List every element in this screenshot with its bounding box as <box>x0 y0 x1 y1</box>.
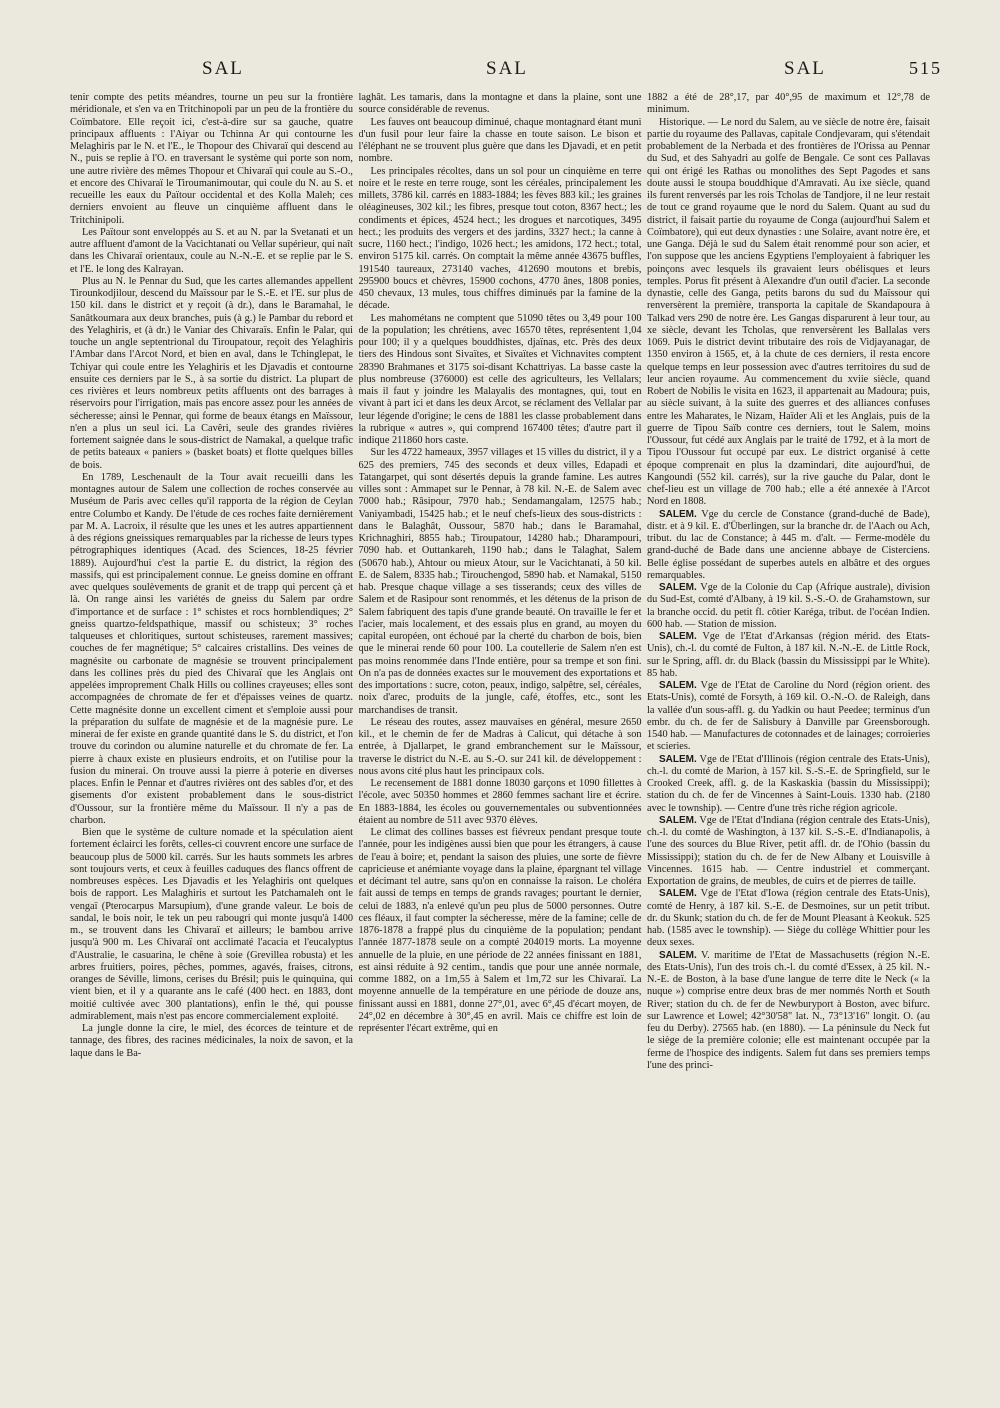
paragraph: laghât. Les tamaris, dans la montagne et dans la plaine, sont une source considérable de revenus. <box>358 92 642 116</box>
paragraph: Les principales récoltes, dans un sol pour un cinquième en terre noire et le reste en terre rouge, sont les céréales, principalement les millets, 3786 kil. carrés en 1883-1884; les fèves 883 kil.; les graines oléagineuses, 302 kil.; les fibres, presque tout coton, 8367 hect.; les condiments et épices, 4524 hect.; les drogues et narcotiques, 3495 hect.; les produits des vergers et des jardins, 3327 hect.; la canne à sucre, 1160 hect.; l'indigo, 1026 hect.; les amidons, 172 hect.; total, environ 5175 kil. carrés. On comptait la même année 43675 buffles, 191540 taureaux, 273140 vaches, 412690 moutons et brebis, 295900 boucs et chèvres, 15900 cochons, 4770 ânes, 1808 ponies, 450 chevaux, 13 mules, tous chiffres diminués par la famine de la décade. <box>358 165 642 312</box>
paragraph: Le réseau des routes, assez mauvaises en général, mesure 2650 kil., et le chemin de fer de Madras à Calicut, qui détache à son entrée, à Djallarpet, le grand embranchement sur le Maïssour, traverse le district du N.-E. au S.-O. sur 241 kil. de développement : nous avons cité plus haut les principaux cols. <box>358 716 642 777</box>
entry-headword: SALEM. <box>659 680 697 691</box>
column-left <box>70 92 353 1382</box>
paragraph: SALEM. Vge de l'Etat d'Illinois (région centrale des Etats-Unis), ch.-l. du comté de Marion, à 157 kil. S.-S.-E. de Springfield, sur le Crooked Creek, affl. g. de la Kaskaskia (bassin du Mississippi); station du ch. de fer de Vincennes à Saint-Louis. 1330 hab. (2180 avec le township). — Centre d'une très riche région agricole. <box>647 753 930 814</box>
entry-headword: SALEM. <box>659 753 697 765</box>
paragraph: La jungle donne la cire, le miel, des écorces de teinture et de tannage, des fibres, des racines médicinales, la noix de savon, et la laque dans le Ba- <box>70 1023 353 1059</box>
entry-headword: SALEM. <box>659 814 697 826</box>
paragraph: 1882 a été de 28°,17, par 40°,95 de maximum et 12°,78 de minimum. <box>647 92 930 116</box>
header-middle-keyword: SAL <box>486 58 528 79</box>
entry-headword: SALEM. <box>659 949 697 961</box>
paragraph: Le climat des collines basses est fiévreux pendant presque toute l'année, pour les indigènes aussi bien que pour les étrangers, à cause de l'eau à boire; et, pendant la saison des pluies, une sorte de fièvre capricieuse et anémiante voyage dans la plaine, épargnant tel village et décimant tel autre, sans qu'on en connaisse la raison. Le choléra fait aussi de temps en temps de grands ravages; pourtant le dernier, celui de 1883, n'a enlevé qu'un peu plus de 5000 personnes. Outre ces fléaux, il faut compter la sécheresse, mère de la famine; celle de 1876-1878 a frappé plus du cinquième de la population; pendant l'année 1877-1878 seule on a compté 204019 morts. La moyenne annuelle de la pluie, en une période de 22 années finissant en 1881, est ainsi réduite à 92 centim., tandis que pour une année normale, comme 1882, on a 1m,55 à Salem et 1m,72 sur les Chivaraï. La moyenne annuelle de la température en une période de douze ans, finissant aussi en 1881, donne 27°,01, avec 6°,45 d'écart moyen, de 24°,02 en décembre à 30°,45 en avril. Mais ce chiffre est loin de représenter l'écart extrême, qui en <box>358 827 642 1034</box>
paragraph: SALEM. Vge de l'Etat de Caroline du Nord (région orient. des Etats-Unis), comté de Forsyth, à 169 kil. O.-N.-O. de Raleigh, dans la vallée d'un sous-affl. g. du Yadkin ou haut Peedee; terminus d'un embr. du ch. de fer de Salisbury à Danville par Greensborough. 1540 hab. — Manufactures de cotonnades et de lainages; corroieries et scieries. <box>647 680 930 753</box>
paragraph: En 1789, Leschenault de la Tour avait recueilli dans les montagnes autour de Salem une collection de roches conservée au Muséum de Paris avec celles qu'il rapporta de la région de Ceylan entre Columbo et Kandy. De l'étude de ces roches faite dernièrement par M. A. Lacroix, il résulte que les unes et les autres appartiennent à des régions gneissiques remarquables par la richesse de leurs types pétrographiques identiques (Acad. des Sciences, 18-25 février 1889). Aujourd'hui c'est la partie E. du district, la région des massifs, qui est principalement connue. Le gneiss domine en offrant avec quelques soulèvements de granit et de trapp qui percent çà et là. On range ainsi les variétés de gneiss du Salem par ordre d'importance et de surface : 1° schistes et rocs hornblendiques; 2° gneiss quartzo-feldspathique, massif ou schisteux; 3° roches talqueuses et chloritiques, surtout schisteuses, rarement massives; couches de fer magnétique; 5° calcaires cristallins. Des veines de magnésite ou carbonate de magnésie se trouvent principalement dans les collines près du pied des Chivaraï que les Anglais ont appelées improprement Chalk Hills ou collines crayeuses; elles sont accompagnées de chromate de fer et d'épaisses veines de quartz. Cette magnésite donne un excellent ciment et s'emploie aussi pour la préparation du sulfate de magnésie et de la magnésie pure. Le minerai de fer existe en grande quantité dans le S. du district, et l'on trouve du corindon ou alumine naturelle et du chromate de fer. La pierre à chaux existe en plusieurs endroits, et on l'utilise pour la fusion du minerai. On trouve aussi la pierre à poterie en diverses places. Enfin le Pennar et d'autres rivières ont des sables d'or, et des gisements d'or existent probablement dans le sous-district d'Oussour, sur la frontière même du Maïssour. Il n'y a pas de charbon. <box>70 471 353 826</box>
entry-headword: SALEM. <box>659 888 697 900</box>
column-middle <box>359 92 642 1382</box>
header-left-keyword: SAL <box>202 58 244 79</box>
entry-headword: SALEM. <box>659 631 697 642</box>
paragraph: Bien que le système de culture nomade et la spéculation aient fortement éclairci les forêts, celles-ci couvrent encore une surface de beaucoup plus de 5000 kil. carrés. Sur les hauts sommets les arbres sont toujours verts, et ceux à feuilles caduques des flancs offrent de nombreuses espèces. Les Djavadis et les Yelaghiris ont quelques bois de rapport. Les Malaghiris et surtout les Patchamaleh ont le vengaï (Pterocarpus Marsupium), d'une grande valeur. Le bois de sandal, le bois noir, le tek un peu rabougri qui monte jusqu'à 1400 m., se trouvent dans les Chivaraï et ailleurs; le bambou arrive jusqu'à 900 m. Les Chivaraï ont acclimaté l'acacia et l'eucalyptus d'Australie, le casuarina, le chêne à soie (Grevillea robusta) et les arbres fruitiers, poires, pêches, pommes, agavés, fraises, citrons, oranges de Séville, limons, cerises du Brésil; puis le quinquina, qui vient bien, et il y a quarante ans le café (400 hect. en 1883, dont moitié cultivée avec 300 plantations), enfin le thé, qui pousse admirablement, mais n'est pas encore commercialement exploité. <box>70 827 353 1022</box>
paragraph: SALEM. Vge de l'Etat d'Indiana (région centrale des Etats-Unis), ch.-l. du comté de Washington, à 137 kil. S.-S.-E. d'Indianapolis, à l'une des sources du Blue River, petit affl. dr. de l'Ohio (bassin du Mississippi); station du ch. de fer de New Albany et Louisville à Vincennes. 1615 hab. — Centre industriel et commerçant. Exportation de grains, de meubles, de cuirs et de pierres de taille. <box>647 814 930 887</box>
paragraph: Plus au N. le Pennar du Sud, que les cartes allemandes appellent Tirounkodjilour, descend du Maïssour par le S.-E. et l'E. sur plus de 150 kil. dans le district et y reçoit (à dr.), dans le Baramahal, le Sanâtkoumara aux deux branches, puis (à g.) le Pambar du rebord et des Yelaghiris, et (à dr.) le Vaniar des Chivaraïs. Enfin le Palar, qui touche un angle septentrional du Tiroupatour, reçoit des Yelaghiris l'Ambar dans l'Arcot Nord, et bien en aval, dans le Tchinglepat, le Tchiyar qui coule entre les Yelaghiris et les Djavadis et contourne ensuite ces derniers par le S., à sa sortie du district. La plupart de ces rivières et leurs nombreux petits affluents ont des barrages à réservoirs pour l'irrigation, mais pas encore assez pour les années de sécheresse; ainsi le Pennar, qui forme de beaux étangs en Maïssour, n'en a plus un seul ici. La Cavêri, seule des grandes rivières fortement saignée dans le sous-district de Namakal, a quelque trafic de petits bateaux « paniers » (basket boats) et flotte quelques billes de bois. <box>70 275 353 471</box>
page-number: 515 <box>909 58 942 78</box>
paragraph: SALEM. V. maritime de l'Etat de Massachusetts (région N.-E. des Etats-Unis), l'un des trois ch.-l. du comté d'Essex, à 25 kil. N.-N.-E. de Boston, à la base d'une langue de terre dite le Neck (« la nuque ») comprise entre deux bras de mer nommés North et South River; station du ch. de fer de Newburyport à Boston, avec bifurc. sur Lawrence et Lowel; 42°30'58" lat. N., 73°13'16" longit. O. (au feu du Derby). 27565 hab. (en 1880). — La péninsule du Neck fut le siège de la première colonie; elle est maintenant occupée par la ferme de l'hospice des indigents. Salem fut dans ses premiers temps l'une des princi- <box>647 949 930 1071</box>
paragraph: Le recensement de 1881 donne 18030 garçons et 1090 fillettes à l'école, avec 50350 hommes et 2860 femmes sachant lire et écrire. En 1883-1884, les écoles ou gouvernementales ou subventionnées étaient au nombre de 511 avec 9370 élèves. <box>358 778 642 826</box>
paragraph: Les mahométans ne comptent que 51090 têtes ou 3,49 pour 100 de la population; les chrétiens, avec 16570 têtes, représentent 1,04 pour 100; il y a quelques bouddhistes, djaïnas, etc. Près des deux tiers des Hindous sont Sivaïtes, et Sivaïtes et Vichnavites comptent 28390 Brahmanes et 3175 soi-disant Kchattriyas. La basse caste la plus nombreuse (376000) est celle des agriculteurs, les Vellalars; mais il faut y joindre les Malayalis des montagnes, qui, tout en vivant à part ici et dans les deux Arcot, se réclament des Vellalar par leur légende d'origine; le cens de 1881 les classe probablement dans la rubrique « autres », qui comprend 167400 têtes; d'autre part il indique 211860 hors caste. <box>358 312 642 446</box>
paragraph: SALEM. Vge de la Colonie du Cap (Afrique australe), division du Sud-Est, comté d'Albany, à 19 kil. S.-S.-O. de Grahamstown, sur la branche occid. du petit fl. côtier Karéga, tribut. de l'océan Indien. 600 hab. — Station de mission. <box>647 582 930 630</box>
column-right <box>647 92 930 1382</box>
entry-headword: SALEM. <box>659 582 697 593</box>
paragraph: Sur les 4722 hameaux, 3957 villages et 15 villes du district, il y a 625 des premiers, 745 des seconds et deux villes, Edapadi et Tatangarpet, qui sont désertés depuis la grande famine. Les autres villes sont : Ammapet sur le Pennar, à 78 kil. N.-E. de Salem avec 7000 hab.; Râsipour, 7970 hab.; Sendamangalam, 12575 hab.; Vaniyambadi, 15425 hab.; et le neuf chefs-lieux des sous-districts : dans le Balaghât, Oussour, 5870 hab.; dans le Baramahal, Krichnaghiri, 8855 hab.; Tiroupatour, 14280 hab.; Dharampouri, 7090 hab. et Outtankareh, 1190 hab.; dans le Talaghat, Salem (50670 hab.), Ahtour ou mieux Atour, sur le Vacichtanati, à 50 kil. E. de Salem, 8335 hab.; Tirouchengod, 5890 hab. et Namakal, 5150 hab. Presque chaque village a ses tisserands; ceux des villes de Salem et de Rasipour sont renommés, et les détenus de la prison de Salem fabriquent des tapis d'une grande beauté. On travaille le fer et l'acier, mais localement, et des essais plus en grand, au moyen du capital européen, ont échoué par la cherté du charbon de bois, bien que le minerai rende 60 pour 100. La coutellerie de Salem n'en est pas moins renommée dans l'Inde entière, pour sa trempe et son fini. On n'a pas de données exactes sur le mouvement des exportations et des importations : sucre, coton, peaux, indigo, salpêtre, sel, céréales, noix d'arec, produits de la jungle, café, étoffes, etc., sont les marchandises de transit. <box>358 447 642 716</box>
paragraph: SALEM. Vge du cercle de Constance (grand-duché de Bade), distr. et à 9 kil. E. d'Überlingen, sur la branche dr. de l'Aach ou Ach, tribut. du lac de Constance; à 445 m. d'alt. — Ferme-modèle du grand-duché de Bade dans une ancienne abbaye de Cisterciens. Belle église possédant de superbes autels en albâtre et des orgues remarquables. <box>647 508 930 581</box>
paragraph: tenir compte des petits méandres, tourne un peu sur la frontière méridionale, et s'en va en Tritchinopoli par un peu de la frontière du Coïmbatore. Elle reçoit ici, c'est-à-dire sur sa gauche, quatre principaux affluents : l'Aiyar ou Tchinna Ar qui contourne les Melaghiris par le N. et l'E., le Thopour des Chivaraï qui descend au N., puis se replie à l'O. en traversant le système qui porte son nom, une autre rivière des mêmes Thopour et Chivaraï qui coule au S.-O., et encore des Chivaraï le Tiroumanimoutar, qui coule du N. au S. et recueille les eaux du Païtour occidental et des Kolla Maleh; ces derniers envoient au fleuve un cinquième affluent dans le Tritchinipoli. <box>70 92 353 226</box>
entry-headword: SALEM. <box>659 508 697 520</box>
paragraph: Historique. — Le nord du Salem, au ve siècle de notre ère, faisait partie du royaume des Pallavas, capitale Condjevaram, qui s'étendait probablement de la Nerbada et des frontières de l'Orissa au Pennar du Sud, et des Sahyadri au golfe de Bengale. Ce sont ces Pallavas qui ont érigé les Rathas ou monolithes des Sept Pagodes et sans doute aussi le stoupa bouddhique d'Amravati. Au ixe siècle, quand ils furent renversés par les rois Tcholas de Tandjore, il ne leur restait de tout ce grand royaume que le nord du Salem. Quant au sud du district, il faisait partie du royaume de Conga (aujourd'hui Salem et Coïmbatore), qui eut deux dynasties : une Solaire, avant notre ère, et une Ganga. Déjà le sud du Salem était renommé pour son acier, et l'on suppose que les anciens Egyptiens l'employaient à fabriquer les poinçons avec lesquels ils gravaient leurs obélisques et leurs temples. Porus fit présent à Alexandre d'un outil d'acier. La seconde dynastie, celle des Ganga, petits barons du sud du Maïssour qui renversèrent la première, transporta la capitale de Skandapoura à Talkad vers 290 de notre ère. Les Gangas disparurent à leur tour, au xe siècle, devant les Tcholas, que renversèrent les Ballalas vers 1069. Puis le district devint tributaire des rois de Vidjayanagar, de 1350 environ à 1565, et, à la chute de ces derniers, il resta encore quelque temps en leur possession avec d'autres territoires du sud de leur ancien royaume. Au commencement du xviie siècle, quand Robert de Nobilis le visita en 1623, il appartenait au Madoura; puis, au siècle suivant, à la suite des guerres et des alliances confuses entre les Maharates, le Nizam, Haïder Ali et les Anglais, puis de la guerre de Tipou Saïb contre ces derniers, tout le Salem, moins l'Oussour, fut cédé aux Anglais par le traité de 1792, et à la mort de Tipou l'Oussour fut occupé par eux. Le district organisé à cette époque comprenait en plus la dzamindari, dite aujourd'hui, de Kangoundi (552 kil. carrés), sur la rive gauche du Palar, dont le chef-lieu est un village de 700 hab.; elle a été annexée à l'Arcot Nord en 1808. <box>647 116 930 508</box>
paragraph: Les fauves ont beaucoup diminué, chaque montagnard étant muni d'un fusil pour leur faire la chasse en toute saison. Le bison et l'éléphant ne se trouvent plus guère que dans les Djavadi, et en petit nombre. <box>358 116 642 165</box>
running-header <box>62 58 942 88</box>
header-right-keyword: SAL <box>784 58 826 79</box>
paragraph: SALEM. Vge de l'Etat d'Arkansas (région mérid. des Etats-Unis), ch.-l. du comté de Fulton, à 187 kil. N.-N.-E. de Little Rock, sur le Spring, affl. dr. du Black (bassin du Mississippi par le White). 85 hab. <box>647 631 930 679</box>
text-columns <box>70 92 930 1392</box>
paragraph: Les Païtour sont enveloppés au S. et au N. par la Svetanati et un autre affluent d'amont de la Vacichtanati ou Vellar supérieur, qui naît dans les Chivaraï orientaux, coule au N.-N.-E. et se replie par le S. et l'E. le long des Kalrayan. <box>70 226 353 275</box>
paragraph: SALEM. Vge de l'Etat d'Iowa (région centrale des Etats-Unis), comté de Henry, à 187 kil. S.-E. de Desmoines, sur un petit tribut. dr. du Skunk; station du ch. de fer de Mount Pleasant à Keokuk. 525 hab. (1585 avec le township). — Siège du collège Whittier pour les deux sexes. <box>647 888 930 949</box>
